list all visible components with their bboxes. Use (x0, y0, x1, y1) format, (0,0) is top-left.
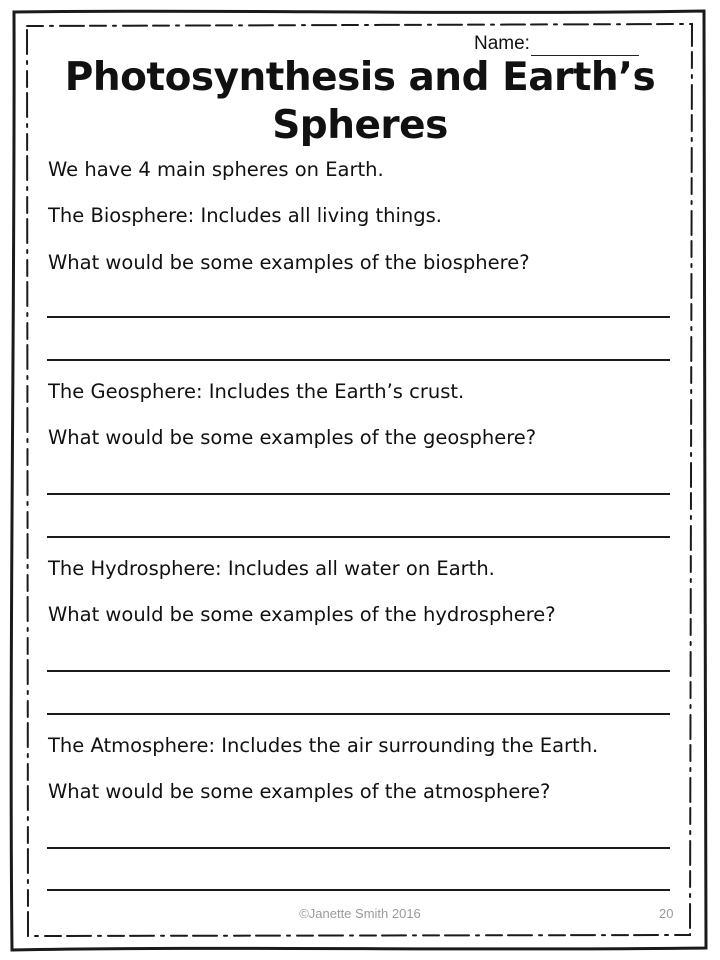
title-line-1: Photosynthesis and Earth’s (64, 55, 656, 100)
hydrosphere-answer-line-1[interactable] (47, 670, 670, 672)
biosphere-answer-line-1[interactable] (47, 316, 670, 318)
title-line-2: Spheres (272, 103, 448, 148)
intro-text: We have 4 main spheres on Earth. (48, 158, 384, 181)
hydrosphere-answer-line-2[interactable] (47, 713, 670, 715)
atmosphere-answer-line-2[interactable] (47, 889, 670, 891)
geosphere-answer-line-2[interactable] (47, 536, 670, 538)
atmosphere-answer-line-1[interactable] (47, 847, 670, 849)
copyright-text: ©Janette Smith 2016 (299, 906, 421, 921)
page-number: 20 (659, 906, 674, 921)
biosphere-definition: The Biosphere: Includes all living things. (48, 204, 443, 227)
geosphere-answer-line-1[interactable] (47, 493, 670, 495)
atmosphere-question: What would be some examples of the atmosphere? (48, 780, 551, 803)
atmosphere-definition: The Atmosphere: Includes the air surrounding the Earth. (48, 734, 599, 757)
geosphere-definition: The Geosphere: Includes the Earth’s crust. (48, 380, 465, 403)
biosphere-question: What would be some examples of the biosphere? (48, 251, 530, 274)
name-blank-line[interactable] (531, 36, 639, 56)
page-title (0, 54, 720, 150)
geosphere-question: What would be some examples of the geosphere? (48, 426, 537, 449)
hydrosphere-question: What would be some examples of the hydrosphere? (48, 603, 556, 626)
name-field[interactable] (474, 32, 639, 56)
name-label: Name: (474, 33, 530, 54)
hydrosphere-definition: The Hydrosphere: Includes all water on Earth. (48, 557, 495, 580)
biosphere-answer-line-2[interactable] (47, 359, 670, 361)
